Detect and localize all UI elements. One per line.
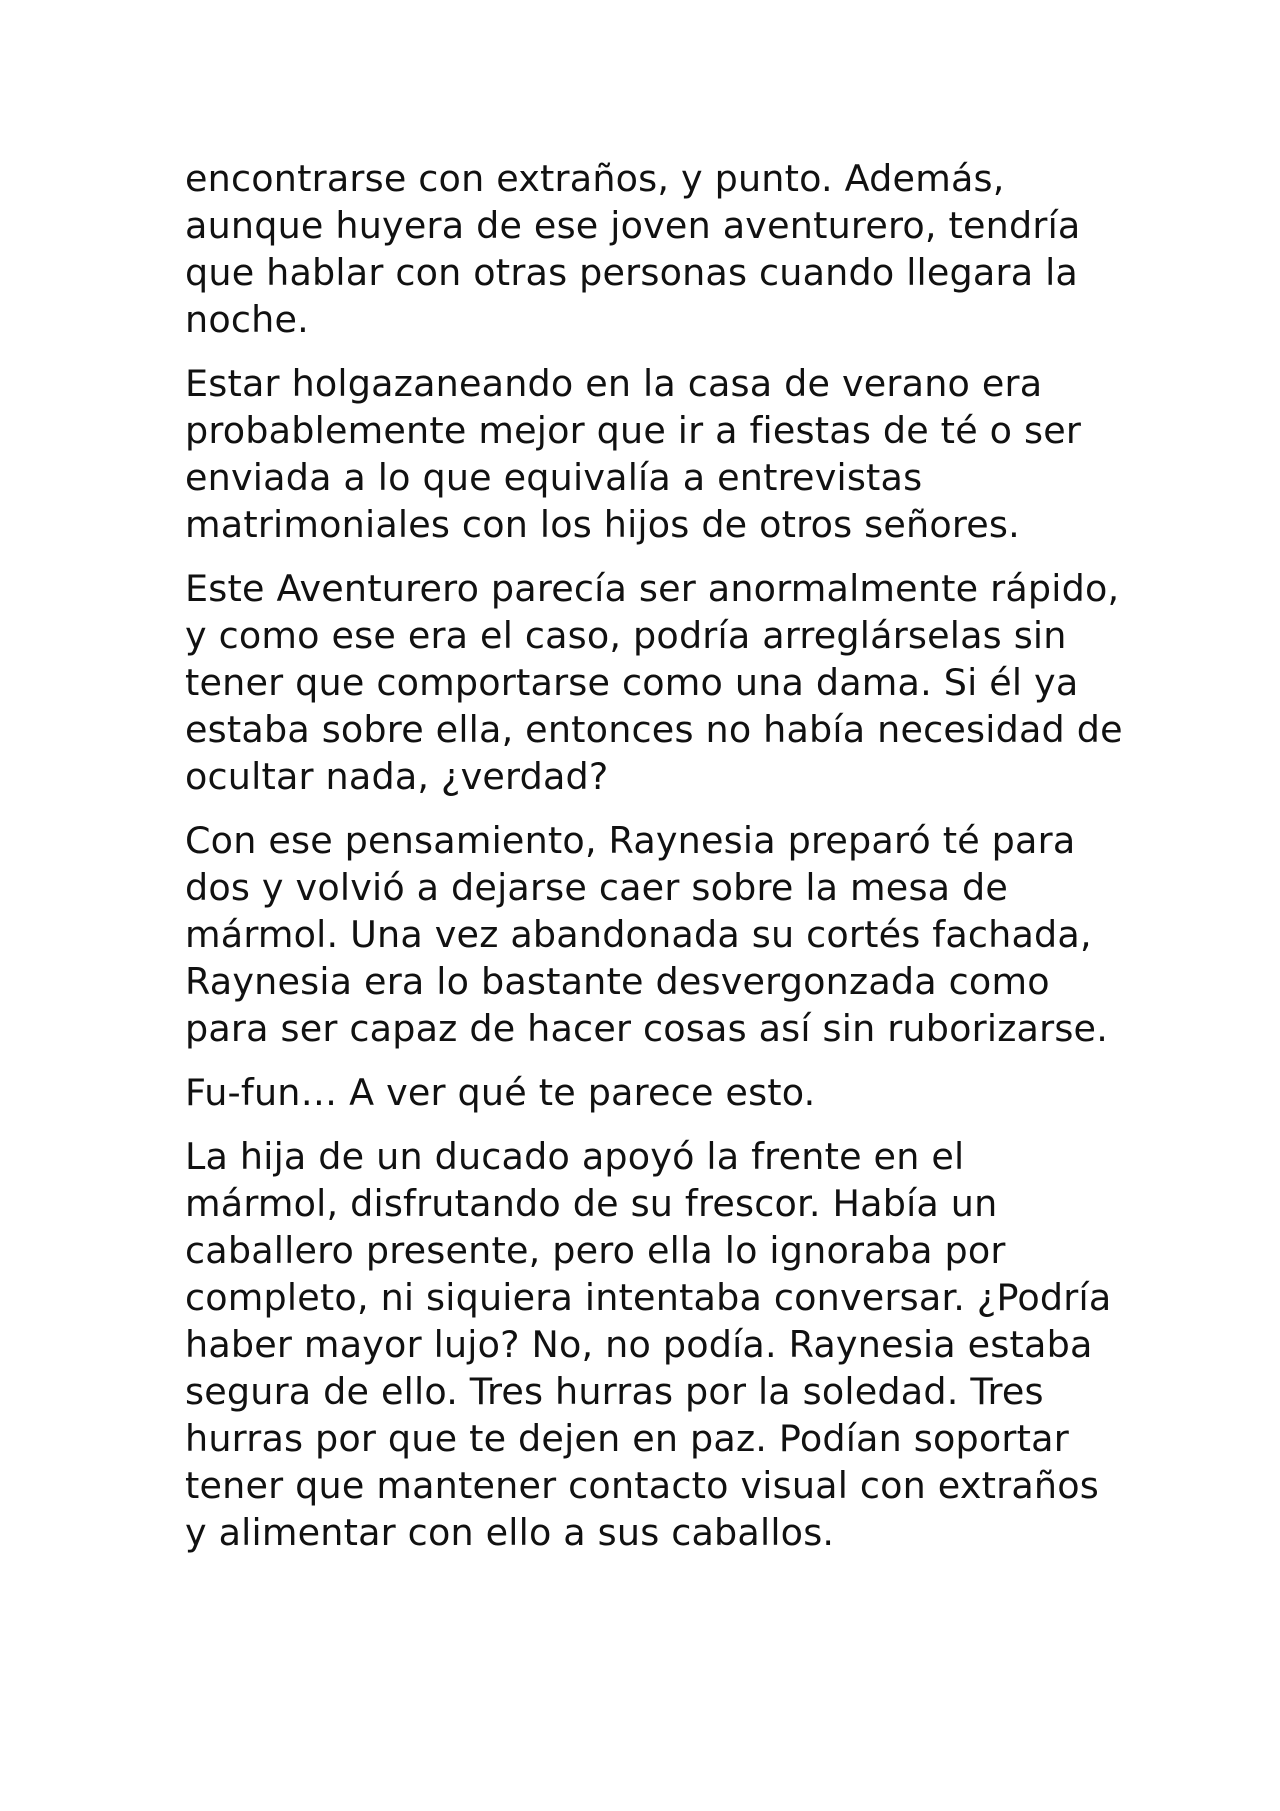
paragraph-3: Este Aventurero parecía ser anormalmente rápido, y como ese era el caso, podría arreglárselas sin tener que comportarse como una dama. Si él ya estaba sobre ella, entonces no había necesidad de ocultar nada, ¿verdad? [185,567,1123,798]
paragraph-4: Con ese pensamiento, Raynesia preparó té para dos y volvió a dejarse caer sobre la mesa de mármol. Una vez abandonada su cortés fachada, Raynesia era lo bastante desvergonzada como para ser capaz de hacer cosas así sin ruborizarse. [185,819,1108,1050]
paragraph-2: Estar holgazaneando en la casa de verano era probablemente mejor que ir a fiestas de té o ser enviada a lo que equivalía a entrevistas matrimoniales con los hijos de otros señores. [185,362,1082,546]
paragraph-6: La hija de un ducado apoyó la frente en el mármol, disfrutando de su frescor. Había un caballero presente, pero ella lo ignoraba por completo, ni siquiera intentaba conversar. ¿Podría haber mayor lujo? No, no podía. Raynesia estaba segura de ello. Tres hurras por la soledad. Tres hurras por que te dejen en paz. Podían soportar tener que mantener contacto visual con extraños y alimentar con ello a sus caballos. [185,1135,1112,1554]
document-page [185,155,1125,1573]
paragraph-5: Fu-fun… A ver qué te parece esto. [185,1071,816,1114]
paragraph-1: encontrarse con extraños, y punto. Además, aunque huyera de ese joven aventurero, tendría que hablar con otras personas cuando llegara la noche. [185,157,1081,341]
